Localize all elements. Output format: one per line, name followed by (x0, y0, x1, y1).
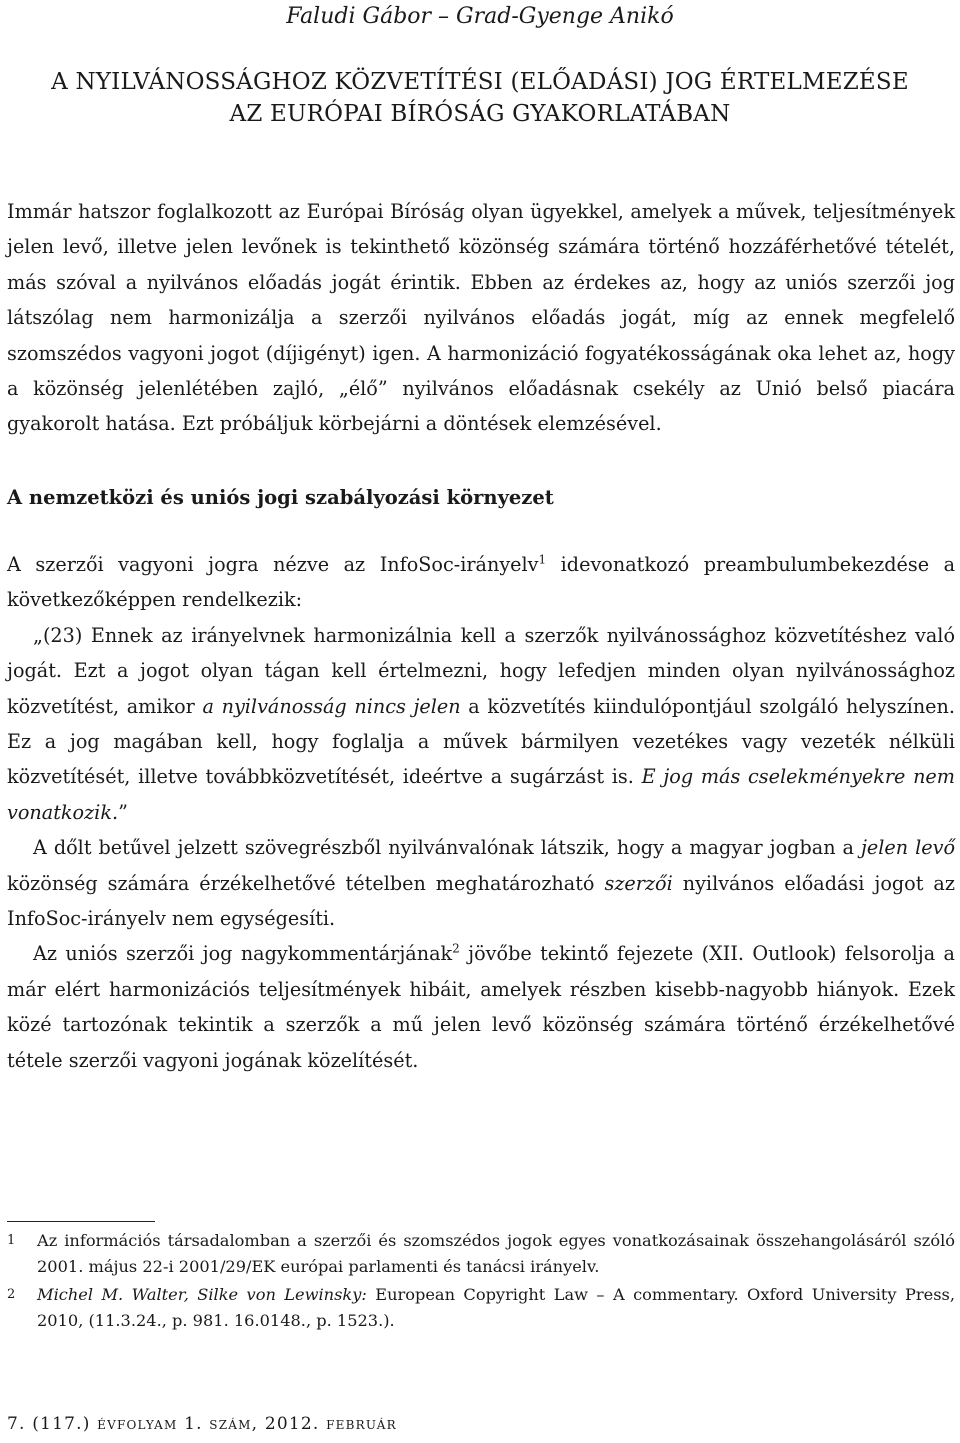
quote-emphasis-2: E jog más cselekményekre nem vonatkozik. (7, 765, 955, 824)
paragraph-commentary (7, 936, 955, 1078)
footnote-2-citation: European Copyright Law – A commentary. Oxford University Press, 2010, (11.3.24., p. 981. 16.0148., p. 1523.). (37, 1285, 955, 1330)
footnote-1 (7, 1228, 955, 1280)
footnote-2 (7, 1282, 955, 1334)
paragraph-analysis (7, 830, 955, 936)
quote-text-b: a közvetítés kiindulópontjául szolgáló helyszínen. Ez a jog magában kell, hogy foglalja a művek bármilyen vezetékes vagy vezeték nélküli közvetítését, illetve továbbközvetítését, ideértve a sugárzást is. (7, 694, 955, 789)
title-line-1: A NYILVÁNOSSÁGHOZ KÖZVETÍTÉSI (ELŐADÁSI) JOG ÉRTELMEZÉSE (51, 69, 909, 95)
article-title (0, 66, 960, 130)
section-heading: A nemzetközi és uniós jogi szabályozási környezet (7, 486, 554, 509)
quote-close: ” (118, 800, 128, 824)
footnote-ref-1: 1 (538, 552, 547, 567)
footnote-1-text: Az információs társadalomban a szerzői és szomszédos jogok egyes vonatkozásainak összehangolásáról szóló 2001. május 22-i 2001/29/EK európai parlamenti és tanácsi irányelv. (37, 1231, 955, 1276)
footnote-2-authors: Michel M. Walter, Silke von Lewinsky: (37, 1285, 367, 1304)
footnote-1-number: 1 (7, 1233, 16, 1248)
footnote-2-number: 2 (7, 1287, 16, 1302)
paragraph-infosoc-text: A szerzői vagyoni jogra nézve az InfoSoc-irányelv (7, 553, 539, 576)
analysis-text-c: nyilvános előadási jogot az InfoSoc-irányelv nem egységesíti. (7, 871, 955, 931)
footnote-divider (7, 1221, 155, 1222)
commentary-text-b: jövőbe tekintő fejezete (XII. Outlook) felsorolja a már elért harmonizációs teljesítmények hibáit, amelyek részben kisebb-nagyobb hiányok. Ezek közé tartozónak tekintik a szerzők a mű jelen levő közönség számára történő érzékelhetővé tétele szerzői vagyoni jogának közelítését. (7, 942, 955, 1072)
article-authors: Faludi Gábor – Grad-Gyenge Anikó (286, 4, 674, 29)
title-line-2: AZ EURÓPAI BÍRÓSÁG GYAKORLATÁBAN (229, 101, 731, 127)
section-body (7, 547, 955, 1078)
analysis-text-a: A dőlt betűvel jelzett szövegrészből nyilvánvalónak látszik, hogy a magyar jogban a (33, 836, 861, 860)
paragraph-infosoc (7, 547, 955, 618)
footnotes (7, 1228, 955, 1336)
intro-paragraph: Immár hatszor foglalkozott az Európai Bíróság olyan ügyekkel, amelyek a művek, teljesítmények jelen levő, illetve jelen levőnek is tekinthető közönség számára történő hozzáférhetővé tételét, más szóval a nyilvános előadás jogát érintik. Ebben az érdekes az, hogy az uniós szerzői jog látszólag nem harmonizálja a szerzői nyilvános előadás jogát, míg az ennek megfelelő szomszédos vagyoni jogot (díjigényt) igen. A harmonizáció fogyatékosságának oka lehet az, hogy a közönség jelenlétében zajló, „élő” nyilvános előadásnak csekély az Unió belső piacára gyakorolt hatása. Ezt próbáljuk körbejárni a döntések elemzésével. (7, 200, 955, 436)
commentary-text-a: Az uniós szerzői jog nagykommentárjának (33, 942, 453, 966)
quoted-recital (7, 618, 955, 830)
analysis-emphasis-2: szerzői (604, 871, 673, 895)
footnote-2-text (37, 1282, 955, 1334)
paragraph-infosoc-text-2: idevonatkozó preambulumbekezdése a következőképpen rendelkezik: (7, 553, 956, 612)
analysis-emphasis-1: jelen levő (860, 836, 955, 860)
footnote-ref-2: 2 (452, 942, 460, 957)
analysis-text-b: közönség számára érzékelhetővé tételben meghatározható (7, 871, 605, 895)
quote-text-a: „(23) Ennek az irányelvnek harmonizálnia kell a szerzők nyilvánossághoz közvetítéshez való jogát. Ezt a jogot olyan tágan kell értelmezni, hogy lefedjen minden olyan nyilvánossághoz közvetítést, amikor (7, 623, 955, 718)
page-footer: 7. (117.) évfolyam 1. szám, 2012. február (7, 1414, 397, 1434)
quote-emphasis-1: a nyilvánosság nincs jelen (202, 694, 461, 718)
intro-section (7, 194, 955, 442)
